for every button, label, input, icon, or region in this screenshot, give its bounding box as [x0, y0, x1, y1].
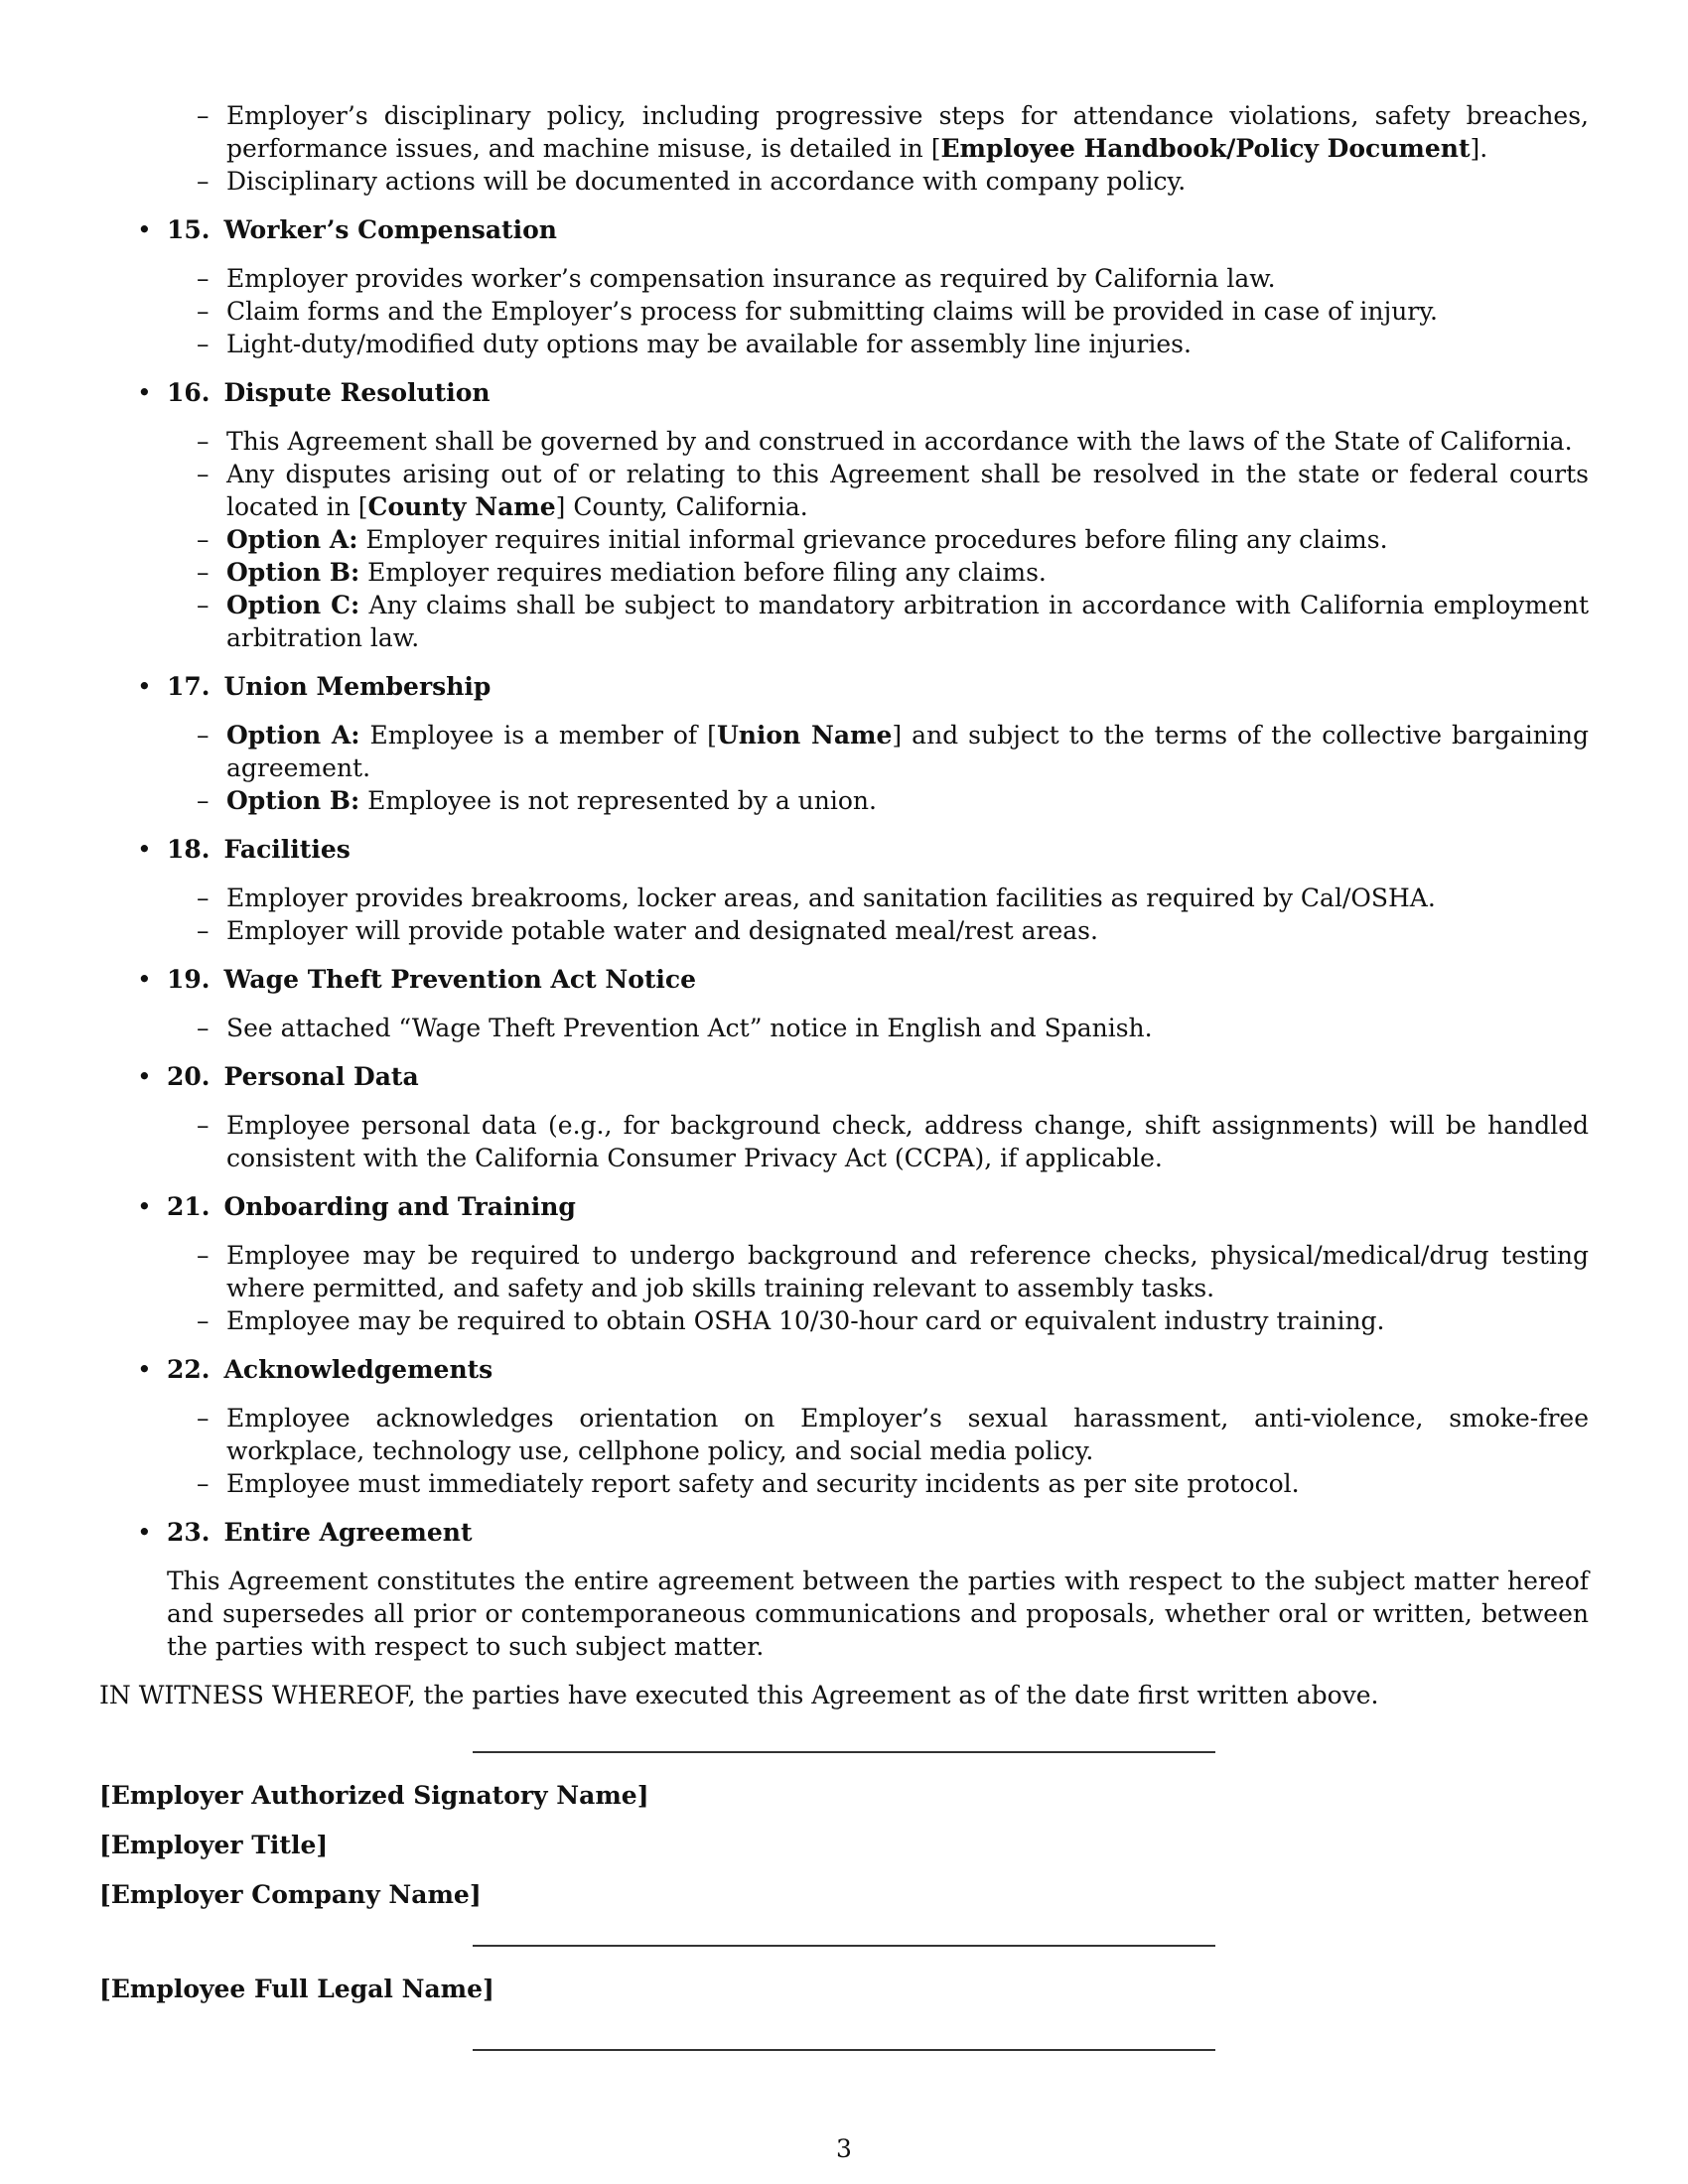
list-item: – Disciplinary actions will be documented in accordance with company policy.	[226, 165, 1589, 198]
list-item: – Any disputes arising out of or relating to this Agreement shall be resolved in the state or federal courts located in [County Name] County, California.	[226, 458, 1589, 523]
section-heading-15: • 15. Worker’s Compensation	[167, 213, 1589, 246]
document-body	[99, 99, 1589, 2051]
section-heading-16: • 16. Dispute Resolution	[167, 376, 1589, 409]
list-item: – Employee personal data (e.g., for background check, address change, shift assignments) will be handled consistent with the California Consumer Privacy Act (CCPA), if applicable.	[226, 1109, 1589, 1174]
section-heading-18: • 18. Facilities	[167, 833, 1589, 866]
page-number: 3	[836, 2134, 852, 2163]
list-item: – Employer’s disciplinary policy, including progressive steps for attendance violations, safety breaches, performance issues, and machine misuse, is detailed in [Employee Handbook/Policy Document].	[226, 99, 1589, 165]
list-item: – Employee acknowledges orientation on Employer’s sexual harassment, anti-violence, smoke-free workplace, technology use, cellphone policy, and social media policy.	[226, 1402, 1589, 1467]
employer-company-name: [Employer Company Name]	[99, 1880, 482, 1909]
list-item: – Employer provides breakrooms, locker areas, and sanitation facilities as required by Cal/OSHA.	[226, 882, 1589, 914]
witness-statement: IN WITNESS WHEREOF, the parties have executed this Agreement as of the date first written above.	[99, 1681, 1379, 1709]
list-item: – Employee may be required to undergo background and reference checks, physical/medical/drug testing where permitted, and safety and job skills training relevant to assembly tasks.	[226, 1239, 1589, 1304]
section-heading-17: • 17. Union Membership	[167, 670, 1589, 703]
list-item: – Employee must immediately report safety and security incidents as per site protocol.	[226, 1467, 1589, 1500]
list-item: – Option A: Employer requires initial informal grievance procedures before filing any claims.	[226, 523, 1589, 556]
section-heading-21: • 21. Onboarding and Training	[167, 1190, 1589, 1223]
list-item: – Employer will provide potable water and designated meal/rest areas.	[226, 914, 1589, 947]
list-item: – Claim forms and the Employer’s process for submitting claims will be provided in case of injury.	[226, 295, 1589, 328]
employee-full-legal-name: [Employee Full Legal Name]	[99, 1975, 494, 2003]
list-item: – Option C: Any claims shall be subject to mandatory arbitration in accordance with California employment arbitration law.	[226, 589, 1589, 654]
placeholder-union: Union Name	[716, 721, 893, 750]
entire-agreement-paragraph: This Agreement constitutes the entire agreement between the parties with respect to the subject matter hereof and supersedes all prior or contemporaneous communications and proposals, whether oral or written, between the parties with respect to such subject matter.	[167, 1567, 1589, 1661]
section-heading-19: • 19. Wage Theft Prevention Act Notice	[167, 963, 1589, 996]
section-heading-23: • 23. Entire Agreement	[167, 1516, 1589, 1549]
list-item: – Employer provides worker’s compensation insurance as required by California law.	[226, 262, 1589, 295]
list-item: – This Agreement shall be governed by and construed in accordance with the laws of the State of California.	[226, 425, 1589, 458]
date-signature-line	[473, 2049, 1215, 2051]
list-item: – Light-duty/modified duty options may be available for assembly line injuries.	[226, 328, 1589, 360]
section-heading-20: • 20. Personal Data	[167, 1060, 1589, 1093]
list-item: – Option B: Employer requires mediation before filing any claims.	[226, 556, 1589, 589]
placeholder-county: County Name	[367, 492, 556, 521]
list-item: – Option A: Employee is a member of [Union Name] and subject to the terms of the collective bargaining agreement.	[226, 719, 1589, 784]
employee-signature-line	[473, 1945, 1215, 1947]
employer-signatory-name: [Employer Authorized Signatory Name]	[99, 1781, 649, 1810]
section-heading-22: • 22. Acknowledgements	[167, 1353, 1589, 1386]
list-item: – Employee may be required to obtain OSHA 10/30-hour card or equivalent industry training.	[226, 1304, 1589, 1337]
list-item: – Option B: Employee is not represented by a union.	[226, 784, 1589, 817]
list-item: – See attached “Wage Theft Prevention Act” notice in English and Spanish.	[226, 1012, 1589, 1044]
employer-title: [Employer Title]	[99, 1831, 329, 1859]
employer-signature-line	[473, 1751, 1215, 1753]
placeholder-handbook: Employee Handbook/Policy Document	[940, 134, 1471, 163]
